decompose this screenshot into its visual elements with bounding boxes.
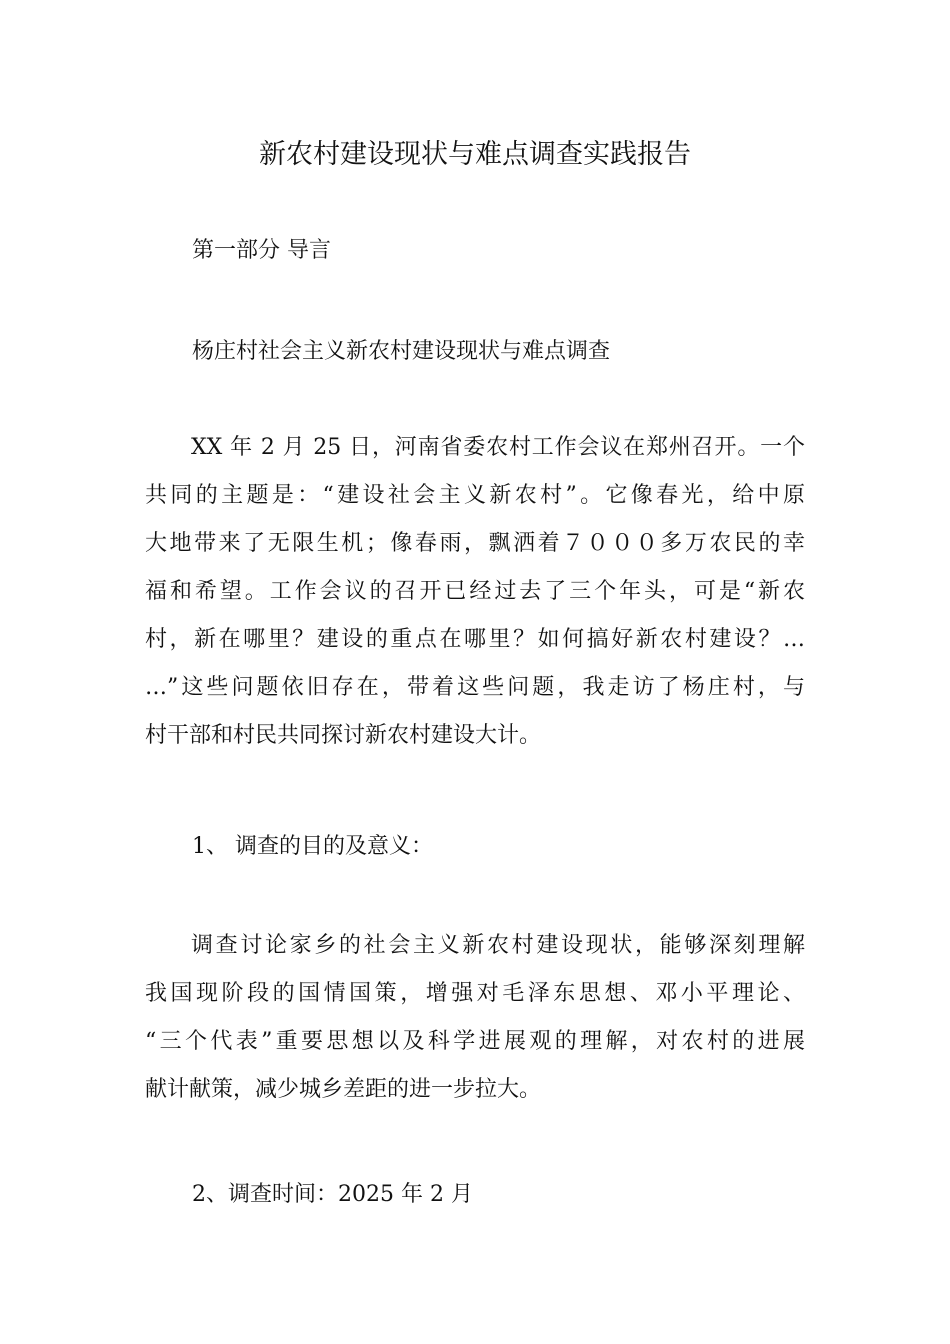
purpose-paragraph: [145, 931, 805, 1123]
section-heading-purpose: 1、 调查的目的及意义：: [192, 834, 433, 859]
section-heading-time: 2、调查时间：2025 年 2 月: [192, 1182, 473, 1207]
paragraph-line: …”这些问题依旧存在，带着这些问题，我走访了杨庄村，与: [145, 675, 805, 700]
report-subtitle: 杨庄村社会主义新农村建设现状与难点调查: [192, 339, 611, 364]
paragraph-line: 大地带来了无限生机；像春雨，飘洒着７０００多万农民的幸: [145, 531, 805, 556]
part-heading: 第一部分 导言: [192, 238, 331, 263]
paragraph-line: 我国现阶段的国情国策，增强对毛泽东思想、邓小平理论、: [145, 981, 805, 1006]
intro-paragraph: [145, 433, 805, 769]
paragraph-line: XX 年 2 月 25 日，河南省委农村工作会议在郑州召开。一个: [191, 435, 805, 460]
paragraph-line: 村干部和村民共同探讨新农村建设大计。: [145, 723, 542, 748]
document-title: 新农村建设现状与难点调查实践报告: [259, 139, 691, 170]
paragraph-line: 村，新在哪里？建设的重点在哪里？如何搞好新农村建设？…: [145, 627, 805, 652]
paragraph-line: “三个代表”重要思想以及科学进展观的理解，对农村的进展: [145, 1029, 805, 1054]
paragraph-line: 共同的主题是：“建设社会主义新农村”。它像春光，给中原: [145, 483, 805, 508]
paragraph-line: 调查讨论家乡的社会主义新农村建设现状，能够深刻理解: [191, 933, 805, 958]
paragraph-line: 献计献策，减少城乡差距的进一步拉大。: [145, 1077, 542, 1102]
paragraph-line: 福和希望。工作会议的召开已经过去了三个年头，可是“新农: [145, 579, 805, 604]
